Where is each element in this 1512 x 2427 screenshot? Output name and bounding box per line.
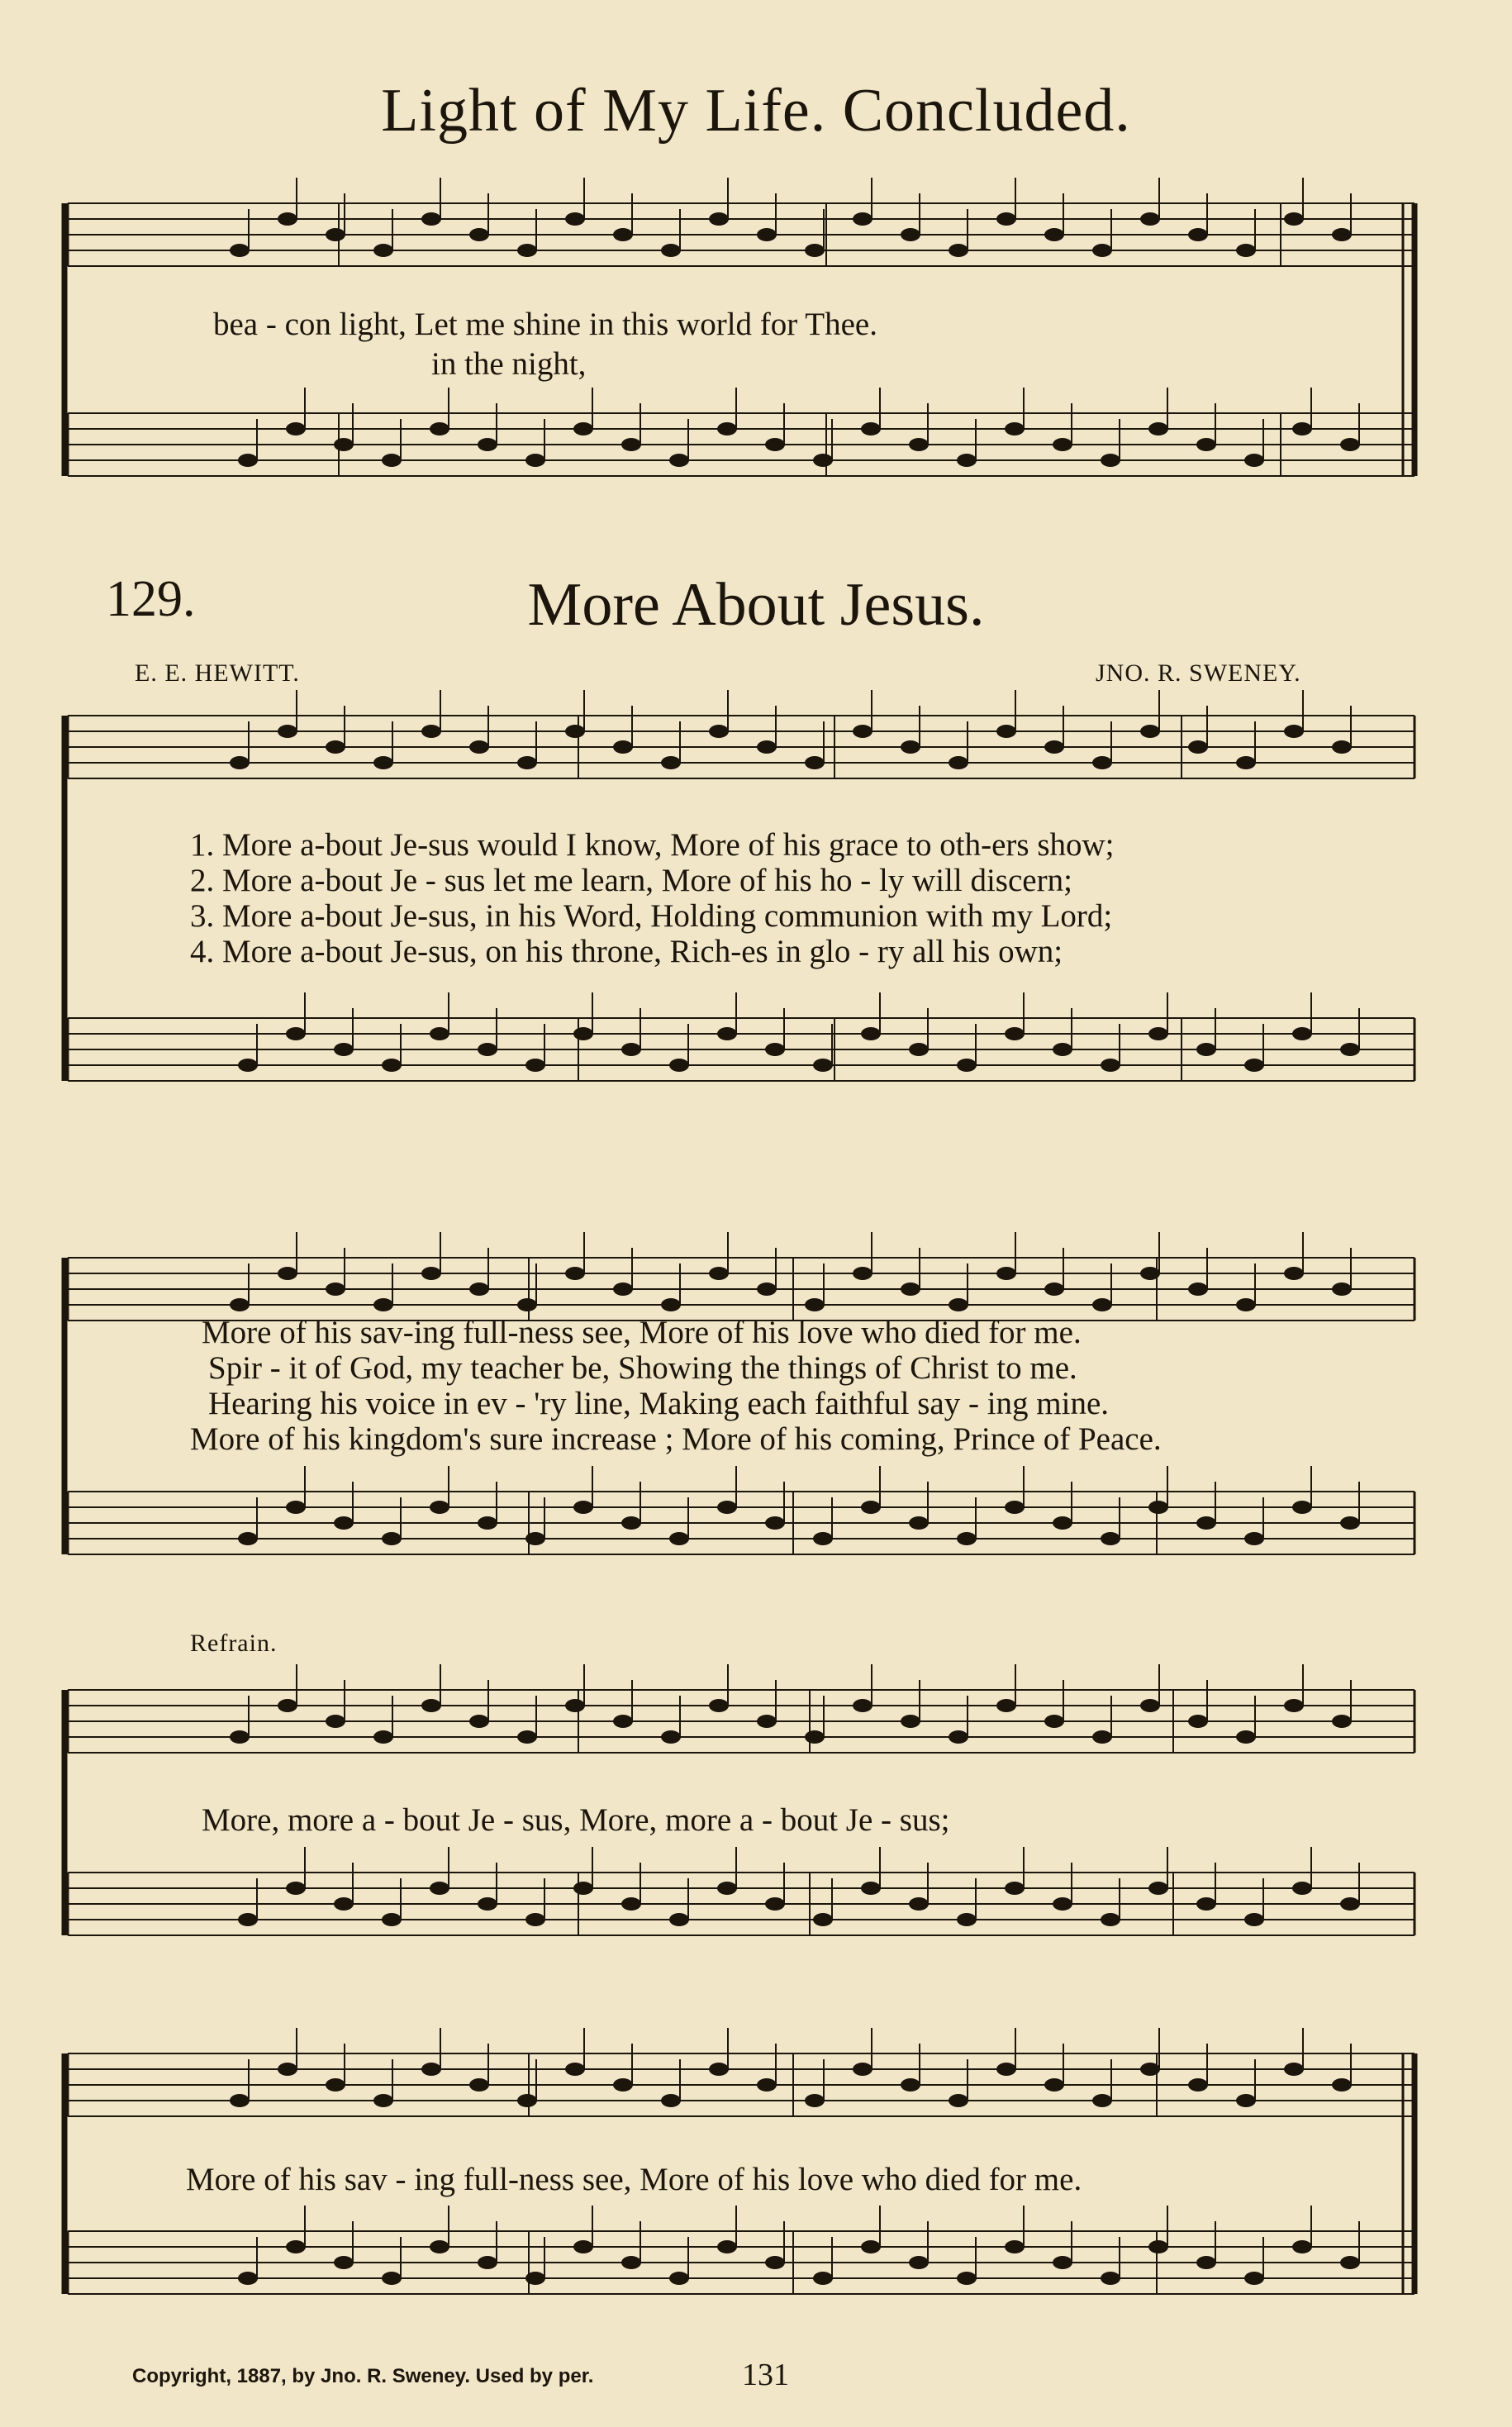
continuation-title: Light of My Life. Concluded. (381, 77, 1131, 145)
hymn-number: 129. (106, 571, 196, 627)
verse-line: 4. More a-bout Je-sus, on his throne, Rich-es in glo - ry all his own; (190, 934, 1063, 969)
refrain-line: More, more a - bout Je - sus, More, more a - bout Je - sus; (202, 1802, 950, 1838)
refrain-label: Refrain. (190, 1630, 278, 1657)
verse-line: Hearing his voice in ev - 'ry line, Making each faithful say - ing mine. (208, 1386, 1110, 1421)
page-number: 131 (742, 2358, 789, 2392)
verse-line: 1. More a-bout Je-sus would I know, More of his grace to oth-ers show; (190, 827, 1115, 863)
verse-line: Spir - it of God, my teacher be, Showing the things of Christ to me. (208, 1350, 1077, 1386)
verse-line: More of his kingdom's sure increase ; More of his coming, Prince of Peace. (190, 1421, 1162, 1457)
lyric-line: in the night, (431, 346, 587, 382)
author-credit: E. E. HEWITT. (135, 659, 300, 687)
composer-credit: JNO. R. SWENEY. (1096, 659, 1301, 687)
refrain-line: More of his sav - ing full-ness see, More of his love who died for me. (186, 2162, 1082, 2197)
verse-line: 2. More a-bout Je - sus let me learn, More of his ho - ly will discern; (190, 863, 1072, 898)
verse-line: More of his sav-ing full-ness see, More of his love who died for me. (202, 1315, 1082, 1350)
lyric-line: bea - con light, Let me shine in this world for Thee. (213, 307, 877, 342)
verse-line: 3. More a-bout Je-sus, in his Word, Holding communion with my Lord; (190, 898, 1113, 934)
copyright-footer: Copyright, 1887, by Jno. R. Sweney. Used by per. (132, 2365, 594, 2387)
hymn-title: More About Jesus. (527, 571, 985, 639)
